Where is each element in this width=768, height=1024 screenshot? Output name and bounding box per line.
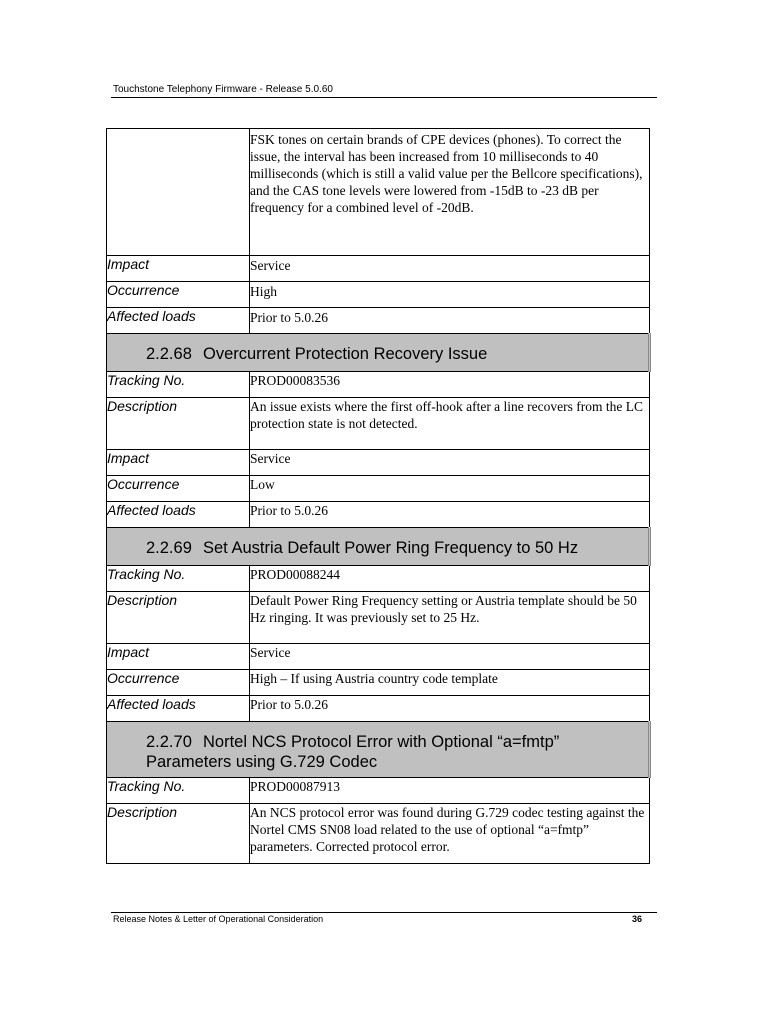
description-label: Description xyxy=(107,398,250,450)
section-heading-row xyxy=(107,528,650,566)
impact-value: Service xyxy=(250,256,650,282)
impact-label: Impact xyxy=(107,450,250,476)
section-heading-row xyxy=(107,722,650,778)
table-row xyxy=(107,502,650,528)
table-row xyxy=(107,129,650,256)
footer-rule xyxy=(111,912,657,913)
description-label: Description xyxy=(107,592,250,644)
table-row xyxy=(107,398,650,450)
description-value: FSK tones on certain brands of CPE devices (phones). To correct the issue, the interval has been increased from 10 milliseconds to 40 milliseconds (which is still a valid value per the Bellcore specifications), and the CAS tone levels were lowered from -15dB to -23 dB per frequency for a combined level of -20dB. xyxy=(250,129,650,256)
affected-value: Prior to 5.0.26 xyxy=(250,308,650,334)
table-row xyxy=(107,566,650,592)
section-number: 2.2.69 xyxy=(146,539,192,557)
impact-label: Impact xyxy=(107,644,250,670)
table-row xyxy=(107,256,650,282)
description-value: An NCS protocol error was found during G.729 codec testing against the Nortel CMS SN08 load related to the use of optional “a=fmtp” parameters. Corrected protocol error. xyxy=(250,804,650,864)
occurrence-value: High – If using Austria country code template xyxy=(250,670,650,696)
section-heading xyxy=(107,528,650,566)
tracking-label: Tracking No. xyxy=(107,566,250,592)
section-title: Set Austria Default Power Ring Frequency to 50 Hz xyxy=(203,539,579,557)
impact-value: Service xyxy=(250,644,650,670)
table-row xyxy=(107,282,650,308)
section-heading xyxy=(107,334,650,372)
table-row xyxy=(107,476,650,502)
description-value: Default Power Ring Frequency setting or Austria template should be 50 Hz ringing. It was previously set to 25 Hz. xyxy=(250,592,650,644)
occurrence-value: Low xyxy=(250,476,650,502)
description-value: An issue exists where the first off-hook after a line recovers from the LC protection state is not detected. xyxy=(250,398,650,450)
table-row xyxy=(107,644,650,670)
page-number: 36 xyxy=(631,914,642,924)
affected-label: Affected loads xyxy=(107,502,250,528)
section-heading-row xyxy=(107,334,650,372)
table-row xyxy=(107,670,650,696)
section-number: 2.2.68 xyxy=(146,345,192,363)
table-row xyxy=(107,804,650,864)
table-row xyxy=(107,592,650,644)
footer-title: Release Notes & Letter of Operational Consideration xyxy=(113,914,324,924)
affected-label: Affected loads xyxy=(107,308,250,334)
tracking-value: PROD00083536 xyxy=(250,372,650,398)
occurrence-label: Occurrence xyxy=(107,476,250,502)
table-row xyxy=(107,450,650,476)
header-rule xyxy=(111,97,657,98)
tracking-value: PROD00088244 xyxy=(250,566,650,592)
affected-value: Prior to 5.0.26 xyxy=(250,696,650,722)
table-row xyxy=(107,696,650,722)
section-title: Overcurrent Protection Recovery Issue xyxy=(203,345,488,363)
tracking-label: Tracking No. xyxy=(107,778,250,804)
table-row xyxy=(107,308,650,334)
issues-table xyxy=(106,128,651,864)
affected-value: Prior to 5.0.26 xyxy=(250,502,650,528)
impact-label: Impact xyxy=(107,256,250,282)
section-number: 2.2.70 xyxy=(146,733,192,751)
affected-label: Affected loads xyxy=(107,696,250,722)
section-title-line2: Parameters using G.729 Codec xyxy=(146,753,378,771)
tracking-value: PROD00087913 xyxy=(250,778,650,804)
occurrence-value: High xyxy=(250,282,650,308)
running-header: Touchstone Telephony Firmware - Release 5.0.60 xyxy=(113,84,333,95)
occurrence-label: Occurrence xyxy=(107,670,250,696)
table-row xyxy=(107,372,650,398)
occurrence-label: Occurrence xyxy=(107,282,250,308)
impact-value: Service xyxy=(250,450,650,476)
tracking-label: Tracking No. xyxy=(107,372,250,398)
section-heading xyxy=(107,722,650,778)
empty-label-cell xyxy=(107,129,250,256)
table-row xyxy=(107,778,650,804)
description-label: Description xyxy=(107,804,250,864)
section-title: Nortel NCS Protocol Error with Optional “a=fmtp” xyxy=(203,733,560,751)
